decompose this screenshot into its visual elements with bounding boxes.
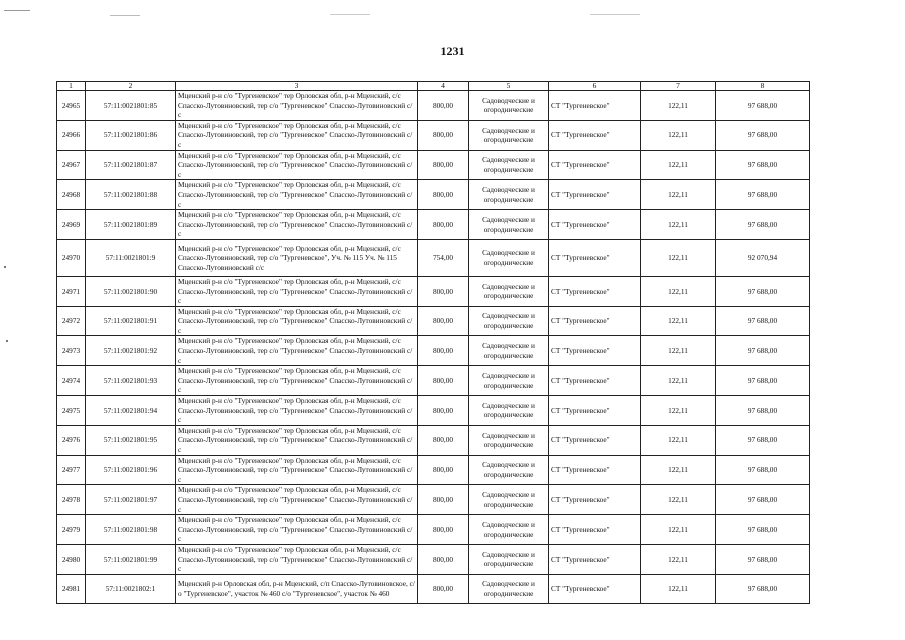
cadastral-number: 57:11:0021801:97 (86, 485, 176, 515)
scan-artifact (4, 266, 6, 268)
price-cell: 122,11 (641, 515, 716, 545)
organization-cell: СТ "Тургеневское" (549, 180, 641, 210)
header-row (57, 82, 810, 91)
value-cell: 97 688,00 (716, 574, 810, 603)
table-row (57, 485, 810, 515)
value-cell: 97 688,00 (716, 485, 810, 515)
organization-cell: СТ "Тургеневское" (549, 150, 641, 180)
purpose-cell: Садоводческие и огороднические (469, 425, 549, 455)
purpose-cell: Садоводческие и огороднические (469, 544, 549, 574)
table-row (57, 455, 810, 485)
address-cell: Мценский р-н с/о "Тургеневское" тер Орловская обл, р-н Мценский, с/с Спасско-Лутовиновский, тер с/о "Тургеневское" Спасско-Лутовиновский с/с (176, 396, 418, 426)
area-cell: 800,00 (418, 336, 469, 366)
row-number: 24978 (57, 485, 86, 515)
area-cell: 800,00 (418, 150, 469, 180)
organization-cell: СТ "Тургеневское" (549, 276, 641, 306)
column-header: 8 (716, 82, 810, 91)
cadastral-number: 57:11:0021802:1 (86, 574, 176, 603)
purpose-cell: Садоводческие и огороднические (469, 485, 549, 515)
address-cell: Мценский р-н с/о "Тургеневское" тер Орловская обл, р-н Мценский, с/с Спасско-Лутовиновский, тер с/о "Тургеневское" Спасско-Лутовиновский с/с (176, 425, 418, 455)
value-cell: 97 688,00 (716, 396, 810, 426)
purpose-cell: Садоводческие и огороднические (469, 306, 549, 336)
price-cell: 122,11 (641, 336, 716, 366)
price-cell: 122,11 (641, 91, 716, 121)
table-row (57, 396, 810, 426)
price-cell: 122,11 (641, 120, 716, 150)
table-row (57, 574, 810, 603)
area-cell: 800,00 (418, 366, 469, 396)
value-cell: 97 688,00 (716, 306, 810, 336)
address-cell: Мценский р-н с/о "Тургеневское" тер Орловская обл, р-н Мценский, с/с Спасско-Лутовиновский, тер с/о "Тургеневское" Спасско-Лутовиновский с/с (176, 120, 418, 150)
row-number: 24968 (57, 180, 86, 210)
organization-cell: СТ "Тургеневское" (549, 485, 641, 515)
area-cell: 800,00 (418, 276, 469, 306)
row-number: 24981 (57, 574, 86, 603)
table-row (57, 239, 810, 276)
address-cell: Мценский р-н с/о "Тургеневское" тер Орловская обл, р-н Мценский, с/с Спасско-Лутовиновский, тер с/о "Тургеневское" Спасско-Лутовиновский с/с (176, 150, 418, 180)
price-cell: 122,11 (641, 544, 716, 574)
cadastral-number: 57:11:0021801:85 (86, 91, 176, 121)
value-cell: 97 688,00 (716, 425, 810, 455)
row-number: 24965 (57, 91, 86, 121)
value-cell: 97 688,00 (716, 336, 810, 366)
row-number: 24967 (57, 150, 86, 180)
area-cell: 800,00 (418, 455, 469, 485)
address-cell: Мценский р-н с/о "Тургеневское" тер Орловская обл, р-н Мценский, с/с Спасско-Лутовиновский, тер с/о "Тургеневское" Спасско-Лутовиновский с/с (176, 210, 418, 240)
table-row (57, 180, 810, 210)
value-cell: 97 688,00 (716, 91, 810, 121)
row-number: 24971 (57, 276, 86, 306)
row-number: 24976 (57, 425, 86, 455)
cadastral-number: 57:11:0021801:91 (86, 306, 176, 336)
table-row (57, 544, 810, 574)
area-cell: 800,00 (418, 91, 469, 121)
area-cell: 800,00 (418, 544, 469, 574)
organization-cell: СТ "Тургеневское" (549, 306, 641, 336)
row-number: 24975 (57, 396, 86, 426)
cadastral-number: 57:11:0021801:86 (86, 120, 176, 150)
table-body (57, 82, 810, 604)
address-cell: Мценский р-н с/о "Тургеневское" тер Орловская обл, р-н Мценский, с/с Спасско-Лутовиновский, тер с/о "Тургеневское" Спасско-Лутовиновский с/с (176, 366, 418, 396)
address-cell: Мценский р-н с/о "Тургеневское" тер Орловская обл, р-н Мценский, с/с Спасско-Лутовиновский, тер с/о "Тургеневское" Спасско-Лутовиновский с/с (176, 544, 418, 574)
price-cell: 122,11 (641, 455, 716, 485)
address-cell: Мценский р-н Орловская обл, р-н Мценский, с/п Спасско-Лутовиновское, с/о "Тургеневское", участок № 460 с/о "Тургеневское", участок № 460 (176, 574, 418, 603)
price-cell: 122,11 (641, 485, 716, 515)
row-number: 24966 (57, 120, 86, 150)
cadastral-number: 57:11:0021801:9 (86, 239, 176, 276)
page-number: 1231 (440, 44, 465, 58)
purpose-cell: Садоводческие и огороднические (469, 396, 549, 426)
price-cell: 122,11 (641, 366, 716, 396)
organization-cell: СТ "Тургеневское" (549, 544, 641, 574)
cadastral-number: 57:11:0021801:99 (86, 544, 176, 574)
price-cell: 122,11 (641, 239, 716, 276)
price-cell: 122,11 (641, 574, 716, 603)
value-cell: 97 688,00 (716, 276, 810, 306)
column-header: 1 (57, 82, 86, 91)
address-cell: Мценский р-н с/о "Тургеневское" тер Орловская обл, р-н Мценский, с/с Спасско-Лутовиновский, тер с/о "Тургеневское" Спасско-Лутовиновский с/с (176, 515, 418, 545)
row-number: 24970 (57, 239, 86, 276)
value-cell: 97 688,00 (716, 180, 810, 210)
row-number: 24980 (57, 544, 86, 574)
area-cell: 754,00 (418, 239, 469, 276)
price-cell: 122,11 (641, 150, 716, 180)
price-cell: 122,11 (641, 425, 716, 455)
area-cell: 800,00 (418, 574, 469, 603)
scan-artifact (590, 14, 640, 15)
column-header: 3 (176, 82, 418, 91)
table-row (57, 120, 810, 150)
purpose-cell: Садоводческие и огороднические (469, 276, 549, 306)
column-header: 6 (549, 82, 641, 91)
price-cell: 122,11 (641, 210, 716, 240)
organization-cell: СТ "Тургеневское" (549, 396, 641, 426)
column-header: 4 (418, 82, 469, 91)
address-cell: Мценский р-н с/о "Тургеневское" тер Орловская обл, р-н Мценский, с/с Спасско-Лутовиновский, тер с/о "Тургеневское" Спасско-Лутовиновский с/с (176, 485, 418, 515)
organization-cell: СТ "Тургеневское" (549, 210, 641, 240)
table-row (57, 515, 810, 545)
value-cell: 97 688,00 (716, 515, 810, 545)
column-header: 5 (469, 82, 549, 91)
price-cell: 122,11 (641, 276, 716, 306)
table-row (57, 425, 810, 455)
organization-cell: СТ "Тургеневское" (549, 425, 641, 455)
scan-artifact (330, 14, 370, 15)
cadastral-number: 57:11:0021801:89 (86, 210, 176, 240)
address-cell: Мценский р-н с/о "Тургеневское" тер Орловская обл, р-н Мценский, с/с Спасско-Лутовиновский, тер с/о "Тургеневское" Спасско-Лутовиновский с/с (176, 276, 418, 306)
area-cell: 800,00 (418, 180, 469, 210)
cadastral-number: 57:11:0021801:88 (86, 180, 176, 210)
purpose-cell: Садоводческие и огороднические (469, 150, 549, 180)
table-row (57, 210, 810, 240)
row-number: 24974 (57, 366, 86, 396)
cadastral-number: 57:11:0021801:87 (86, 150, 176, 180)
area-cell: 800,00 (418, 485, 469, 515)
table-row (57, 276, 810, 306)
cadastral-number: 57:11:0021801:96 (86, 455, 176, 485)
organization-cell: СТ "Тургеневское" (549, 239, 641, 276)
purpose-cell: Садоводческие и огороднические (469, 336, 549, 366)
price-cell: 122,11 (641, 306, 716, 336)
value-cell: 97 688,00 (716, 150, 810, 180)
row-number: 24979 (57, 515, 86, 545)
row-number: 24973 (57, 336, 86, 366)
value-cell: 97 688,00 (716, 120, 810, 150)
value-cell: 97 688,00 (716, 544, 810, 574)
price-cell: 122,11 (641, 396, 716, 426)
address-cell: Мценский р-н с/о "Тургеневское" тер Орловская обл, р-н Мценский, с/с Спасско-Лутовиновский, тер с/о "Тургеневское" Спасско-Лутовиновский с/с (176, 91, 418, 121)
scan-artifact (110, 15, 140, 16)
address-cell: Мценский р-н с/о "Тургеневское" тер Орловская обл, р-н Мценский, с/с Спасско-Лутовиновский, тер с/о "Тургеневское" Спасско-Лутовиновский с/с (176, 306, 418, 336)
organization-cell: СТ "Тургеневское" (549, 336, 641, 366)
area-cell: 800,00 (418, 120, 469, 150)
address-cell: Мценский р-н с/о "Тургеневское" тер Орловская обл, р-н Мценский, с/с Спасско-Лутовиновский, тер с/о "Тургеневское" Спасско-Лутовиновский с/с (176, 455, 418, 485)
organization-cell: СТ "Тургеневское" (549, 366, 641, 396)
area-cell: 800,00 (418, 425, 469, 455)
address-cell: Мценский р-н с/о "Тургеневское" тер Орловская обл, р-н Мценский, с/с Спасско-Лутовиновский, тер с/о "Тургеневское" Спасско-Лутовиновский с/с (176, 336, 418, 366)
address-cell: Мценский р-н с/о "Тургеневское" тер Орловская обл, р-н Мценский, с/с Спасско-Лутовиновский, тер с/о "Тургеневское", Уч. № 115 Уч. № 115 Спасско-Лутовиновский с/с (176, 239, 418, 276)
purpose-cell: Садоводческие и огороднические (469, 180, 549, 210)
table-row (57, 306, 810, 336)
table-row (57, 336, 810, 366)
column-header: 2 (86, 82, 176, 91)
price-cell: 122,11 (641, 180, 716, 210)
cadastral-number: 57:11:0021801:90 (86, 276, 176, 306)
purpose-cell: Садоводческие и огороднические (469, 210, 549, 240)
row-number: 24977 (57, 455, 86, 485)
cadastral-number: 57:11:0021801:98 (86, 515, 176, 545)
value-cell: 97 688,00 (716, 455, 810, 485)
cadastral-number: 57:11:0021801:92 (86, 336, 176, 366)
purpose-cell: Садоводческие и огороднические (469, 239, 549, 276)
organization-cell: СТ "Тургеневское" (549, 91, 641, 121)
organization-cell: СТ "Тургеневское" (549, 120, 641, 150)
scan-artifact (4, 10, 30, 11)
area-cell: 800,00 (418, 515, 469, 545)
area-cell: 800,00 (418, 210, 469, 240)
register-table (56, 81, 810, 604)
value-cell: 92 070,94 (716, 239, 810, 276)
organization-cell: СТ "Тургеневское" (549, 574, 641, 603)
purpose-cell: Садоводческие и огороднические (469, 574, 549, 603)
row-number: 24969 (57, 210, 86, 240)
purpose-cell: Садоводческие и огороднические (469, 515, 549, 545)
cadastral-number: 57:11:0021801:94 (86, 396, 176, 426)
scan-artifact (6, 340, 8, 342)
purpose-cell: Садоводческие и огороднические (469, 91, 549, 121)
area-cell: 800,00 (418, 306, 469, 336)
cadastral-number: 57:11:0021801:93 (86, 366, 176, 396)
purpose-cell: Садоводческие и огороднические (469, 366, 549, 396)
area-cell: 800,00 (418, 396, 469, 426)
row-number: 24972 (57, 306, 86, 336)
table-row (57, 366, 810, 396)
organization-cell: СТ "Тургеневское" (549, 515, 641, 545)
cadastral-number: 57:11:0021801:95 (86, 425, 176, 455)
address-cell: Мценский р-н с/о "Тургеневское" тер Орловская обл, р-н Мценский, с/с Спасско-Лутовиновский, тер с/о "Тургеневское" Спасско-Лутовиновский с/с (176, 180, 418, 210)
purpose-cell: Садоводческие и огороднические (469, 120, 549, 150)
table-row (57, 150, 810, 180)
purpose-cell: Садоводческие и огороднические (469, 455, 549, 485)
column-header: 7 (641, 82, 716, 91)
table-row (57, 91, 810, 121)
value-cell: 97 688,00 (716, 210, 810, 240)
organization-cell: СТ "Тургеневское" (549, 455, 641, 485)
value-cell: 97 688,00 (716, 366, 810, 396)
